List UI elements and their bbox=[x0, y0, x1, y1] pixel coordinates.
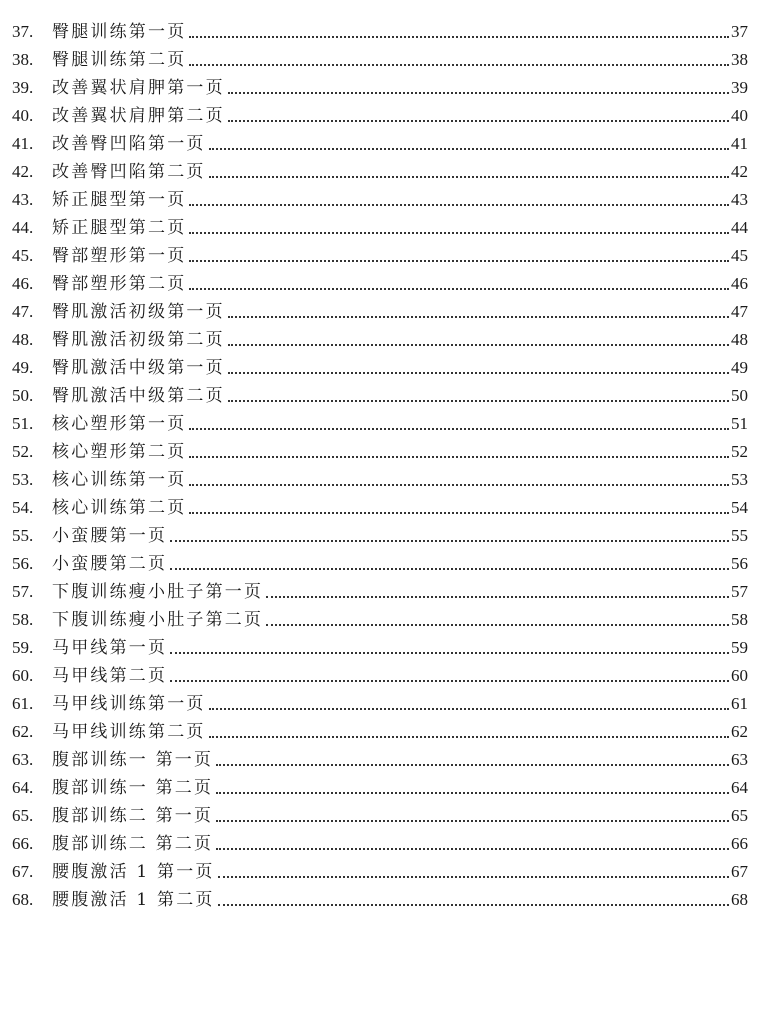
toc-entry-title: 腹部训练一 第二页 bbox=[52, 778, 214, 798]
toc-entry[interactable] bbox=[12, 126, 748, 154]
toc-entry[interactable] bbox=[12, 294, 748, 322]
toc-entry[interactable] bbox=[12, 574, 748, 602]
toc-entry-page-number: 56 bbox=[731, 554, 748, 573]
dot-leader bbox=[189, 456, 729, 458]
dot-leader bbox=[209, 708, 729, 710]
toc-entry[interactable] bbox=[12, 686, 748, 714]
toc-entry-title: 臀部塑形第二页 bbox=[52, 274, 187, 294]
toc-entry-number: 49. bbox=[12, 358, 34, 377]
toc-entry-title: 臀肌激活初级第一页 bbox=[52, 302, 225, 322]
dot-leader bbox=[218, 876, 729, 878]
toc-entry-title: 矫正腿型第一页 bbox=[52, 190, 187, 210]
toc-entry-page-number: 66 bbox=[731, 834, 748, 853]
toc-entry[interactable] bbox=[12, 518, 748, 546]
dot-leader bbox=[228, 400, 729, 402]
toc-entry-number: 63. bbox=[12, 750, 34, 769]
toc-entry-number: 54. bbox=[12, 498, 34, 517]
dot-leader bbox=[170, 540, 729, 542]
toc-entry[interactable] bbox=[12, 378, 748, 406]
toc-entry-number: 66. bbox=[12, 834, 34, 853]
dot-leader bbox=[189, 484, 729, 486]
toc-entry-page-number: 40 bbox=[731, 106, 748, 125]
toc-entry-title: 改善翼状肩胛第一页 bbox=[52, 78, 225, 98]
dot-leader bbox=[216, 848, 729, 850]
toc-entry-title: 臀腿训练第一页 bbox=[52, 22, 187, 42]
toc-entry-page-number: 50 bbox=[731, 386, 748, 405]
toc-entry[interactable] bbox=[12, 798, 748, 826]
dot-leader bbox=[228, 120, 729, 122]
toc-entry-number: 43. bbox=[12, 190, 34, 209]
toc-entry[interactable] bbox=[12, 658, 748, 686]
toc-entry-page-number: 65 bbox=[731, 806, 748, 825]
toc-entry-number: 67. bbox=[12, 862, 34, 881]
toc-entry-page-number: 64 bbox=[731, 778, 748, 797]
toc-entry-page-number: 43 bbox=[731, 190, 748, 209]
dot-leader bbox=[189, 512, 729, 514]
toc-entry-title: 下腹训练瘦小肚子第二页 bbox=[52, 610, 264, 630]
dot-leader bbox=[189, 232, 729, 234]
toc-entry-title: 核心塑形第一页 bbox=[52, 414, 187, 434]
toc-entry[interactable] bbox=[12, 742, 748, 770]
dot-leader bbox=[209, 736, 729, 738]
toc-entry-number: 40. bbox=[12, 106, 34, 125]
toc-entry[interactable] bbox=[12, 854, 748, 882]
dot-leader bbox=[228, 316, 729, 318]
toc-entry-number: 58. bbox=[12, 610, 34, 629]
toc-entry-title: 小蛮腰第二页 bbox=[52, 554, 168, 574]
toc-entry-title: 马甲线训练第二页 bbox=[52, 722, 206, 742]
toc-entry-number: 52. bbox=[12, 442, 34, 461]
dot-leader bbox=[228, 92, 729, 94]
toc-entry-number: 57. bbox=[12, 582, 34, 601]
toc-entry-title: 臀肌激活初级第二页 bbox=[52, 330, 225, 350]
toc-entry[interactable] bbox=[12, 154, 748, 182]
toc-entry-title: 臀肌激活中级第一页 bbox=[52, 358, 225, 378]
dot-leader bbox=[218, 904, 729, 906]
toc-entry-number: 42. bbox=[12, 162, 34, 181]
toc-entry-page-number: 60 bbox=[731, 666, 748, 685]
dot-leader bbox=[170, 652, 729, 654]
toc-entry-page-number: 48 bbox=[731, 330, 748, 349]
toc-entry-title: 马甲线训练第一页 bbox=[52, 694, 206, 714]
toc-entry-title: 核心塑形第二页 bbox=[52, 442, 187, 462]
toc-entry[interactable] bbox=[12, 14, 748, 42]
toc-entry-number: 59. bbox=[12, 638, 34, 657]
toc-entry-number: 47. bbox=[12, 302, 34, 321]
toc-entry-title: 腹部训练二 第二页 bbox=[52, 834, 214, 854]
toc-entry-page-number: 53 bbox=[731, 470, 748, 489]
toc-entry[interactable] bbox=[12, 462, 748, 490]
dot-leader bbox=[170, 680, 729, 682]
toc-entry-number: 65. bbox=[12, 806, 34, 825]
dot-leader bbox=[216, 792, 729, 794]
toc-entry-number: 60. bbox=[12, 666, 34, 685]
toc-entry-page-number: 63 bbox=[731, 750, 748, 769]
dot-leader bbox=[266, 596, 729, 598]
toc-entry-title: 腰腹激活 1 第二页 bbox=[52, 890, 215, 910]
toc-entry-page-number: 68 bbox=[731, 890, 748, 909]
toc-entry[interactable] bbox=[12, 210, 748, 238]
toc-entry-number: 56. bbox=[12, 554, 34, 573]
table-of-contents bbox=[12, 14, 748, 910]
toc-entry-page-number: 42 bbox=[731, 162, 748, 181]
toc-entry-number: 53. bbox=[12, 470, 34, 489]
toc-entry-title: 小蛮腰第一页 bbox=[52, 526, 168, 546]
toc-entry-title: 矫正腿型第二页 bbox=[52, 218, 187, 238]
dot-leader bbox=[216, 820, 729, 822]
toc-entry-page-number: 61 bbox=[731, 694, 748, 713]
toc-entry-number: 61. bbox=[12, 694, 34, 713]
dot-leader bbox=[228, 372, 729, 374]
toc-entry-title: 腰腹激活 1 第一页 bbox=[52, 862, 215, 882]
toc-entry-title: 马甲线第一页 bbox=[52, 638, 168, 658]
toc-entry-number: 64. bbox=[12, 778, 34, 797]
dot-leader bbox=[228, 344, 729, 346]
dot-leader bbox=[189, 36, 729, 38]
toc-entry-page-number: 51 bbox=[731, 414, 748, 433]
toc-entry-page-number: 57 bbox=[731, 582, 748, 601]
toc-entry[interactable] bbox=[12, 350, 748, 378]
toc-entry[interactable] bbox=[12, 98, 748, 126]
toc-entry-title: 核心训练第一页 bbox=[52, 470, 187, 490]
toc-entry-page-number: 67 bbox=[731, 862, 748, 881]
toc-entry[interactable] bbox=[12, 406, 748, 434]
toc-entry[interactable] bbox=[12, 42, 748, 70]
toc-entry-title: 改善翼状肩胛第二页 bbox=[52, 106, 225, 126]
toc-entry[interactable] bbox=[12, 238, 748, 266]
toc-entry[interactable] bbox=[12, 826, 748, 854]
toc-entry-number: 62. bbox=[12, 722, 34, 741]
toc-entry-page-number: 47 bbox=[731, 302, 748, 321]
dot-leader bbox=[266, 624, 729, 626]
toc-entry-title: 腹部训练一 第一页 bbox=[52, 750, 214, 770]
toc-entry-title: 臀肌激活中级第二页 bbox=[52, 386, 225, 406]
toc-entry-number: 50. bbox=[12, 386, 34, 405]
toc-entry-page-number: 49 bbox=[731, 358, 748, 377]
toc-entry-page-number: 52 bbox=[731, 442, 748, 461]
toc-entry-title: 马甲线第二页 bbox=[52, 666, 168, 686]
toc-entry-page-number: 39 bbox=[731, 78, 748, 97]
dot-leader bbox=[209, 176, 729, 178]
toc-entry-page-number: 58 bbox=[731, 610, 748, 629]
toc-entry-number: 39. bbox=[12, 78, 34, 97]
dot-leader bbox=[189, 260, 729, 262]
toc-entry-page-number: 44 bbox=[731, 218, 748, 237]
toc-entry[interactable] bbox=[12, 770, 748, 798]
toc-entry-number: 68. bbox=[12, 890, 34, 909]
toc-entry-title: 腹部训练二 第一页 bbox=[52, 806, 214, 826]
toc-entry-number: 37. bbox=[12, 22, 34, 41]
toc-entry-number: 46. bbox=[12, 274, 34, 293]
toc-entry-page-number: 41 bbox=[731, 134, 748, 153]
toc-entry-page-number: 59 bbox=[731, 638, 748, 657]
toc-entry-page-number: 54 bbox=[731, 498, 748, 517]
toc-entry[interactable] bbox=[12, 546, 748, 574]
toc-entry[interactable] bbox=[12, 714, 748, 742]
toc-entry[interactable] bbox=[12, 70, 748, 98]
toc-entry-page-number: 45 bbox=[731, 246, 748, 265]
toc-entry-number: 45. bbox=[12, 246, 34, 265]
toc-entry[interactable] bbox=[12, 182, 748, 210]
dot-leader bbox=[189, 428, 729, 430]
dot-leader bbox=[189, 288, 729, 290]
toc-entry-number: 48. bbox=[12, 330, 34, 349]
toc-entry-number: 44. bbox=[12, 218, 34, 237]
toc-entry-page-number: 38 bbox=[731, 50, 748, 69]
toc-entry-number: 41. bbox=[12, 134, 34, 153]
dot-leader bbox=[189, 64, 729, 66]
toc-entry-title: 改善臀凹陷第二页 bbox=[52, 162, 206, 182]
dot-leader bbox=[209, 148, 729, 150]
toc-entry-page-number: 37 bbox=[731, 22, 748, 41]
toc-entry-title: 改善臀凹陷第一页 bbox=[52, 134, 206, 154]
toc-entry-title: 臀腿训练第二页 bbox=[52, 50, 187, 70]
toc-entry-title: 下腹训练瘦小肚子第一页 bbox=[52, 582, 264, 602]
toc-entry[interactable] bbox=[12, 266, 748, 294]
toc-entry-number: 51. bbox=[12, 414, 34, 433]
toc-entry[interactable] bbox=[12, 434, 748, 462]
toc-entry[interactable] bbox=[12, 602, 748, 630]
toc-entry-title: 核心训练第二页 bbox=[52, 498, 187, 518]
dot-leader bbox=[216, 764, 729, 766]
toc-entry-page-number: 46 bbox=[731, 274, 748, 293]
toc-entry-number: 55. bbox=[12, 526, 34, 545]
toc-entry[interactable] bbox=[12, 882, 748, 910]
toc-entry[interactable] bbox=[12, 630, 748, 658]
toc-entry-page-number: 55 bbox=[731, 526, 748, 545]
toc-entry-number: 38. bbox=[12, 50, 34, 69]
dot-leader bbox=[189, 204, 729, 206]
toc-entry-title: 臀部塑形第一页 bbox=[52, 246, 187, 266]
dot-leader bbox=[170, 568, 729, 570]
toc-entry-page-number: 62 bbox=[731, 722, 748, 741]
toc-entry[interactable] bbox=[12, 490, 748, 518]
toc-entry[interactable] bbox=[12, 322, 748, 350]
